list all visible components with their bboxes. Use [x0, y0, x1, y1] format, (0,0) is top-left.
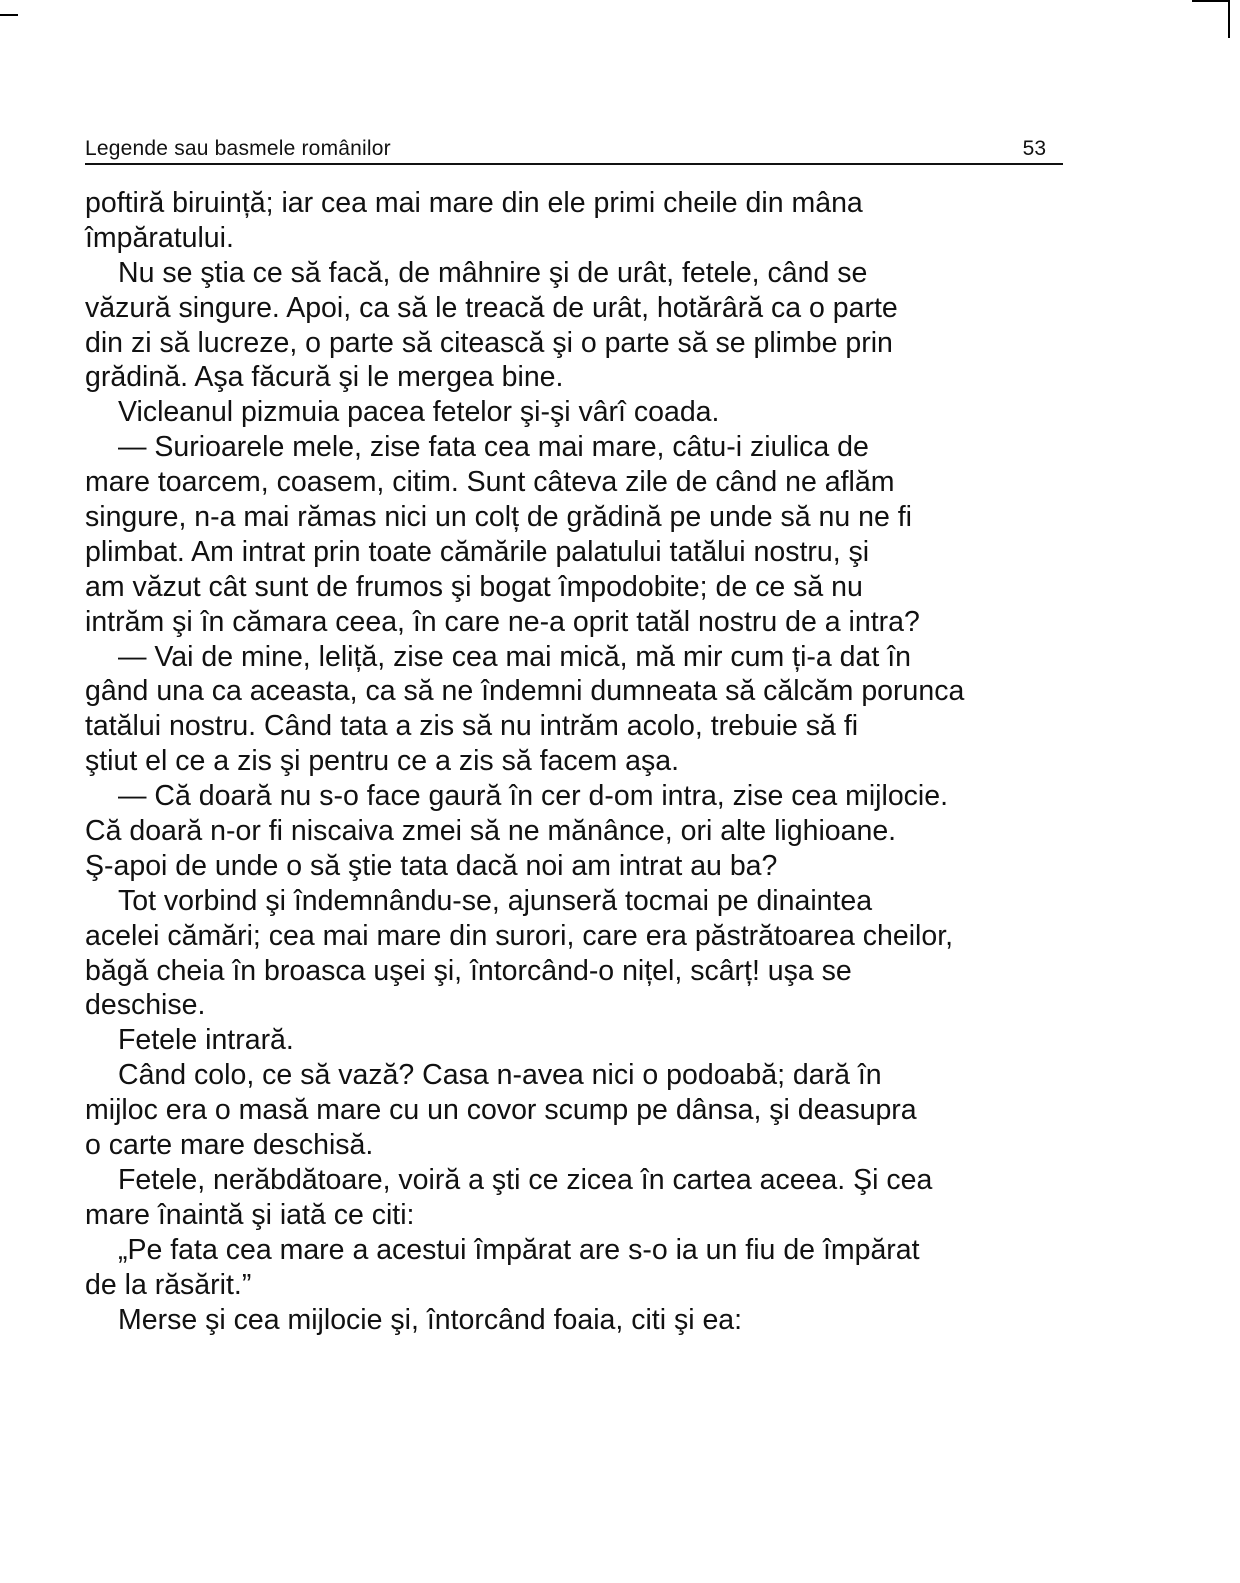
- text-line: poftiră biruință; iar cea mai mare din ele primi cheile din mâna: [85, 187, 863, 219]
- crop-mark-top-left: [0, 14, 18, 16]
- crop-mark-top-right-horizontal: [1192, 0, 1230, 2]
- page-number: 53: [1022, 137, 1046, 160]
- text-line: gând una ca aceasta, ca să ne îndemni dumneata să călcăm porunca: [85, 675, 965, 708]
- text-line: plimbat. Am intrat prin toate cămările palatului tatălui nostru, şi: [85, 535, 870, 568]
- running-header: [85, 136, 1063, 165]
- text-line: — Că doară nu s-o face gaură în cer d-om intra, zise cea mijlocie.: [118, 780, 949, 813]
- crop-mark-top-right-vertical: [1228, 0, 1230, 38]
- text-line: Nu se ştia ce să facă, de mâhnire şi de urât, fetele, când se: [118, 256, 868, 289]
- text-line: de la răsărit.”: [85, 1268, 252, 1301]
- text-line: singure, n-a mai rămas nici un colț de grădină pe unde să nu ne fi: [85, 501, 912, 534]
- text-line: ştiut el ce a zis şi pentru ce a zis să facem aşa.: [85, 745, 680, 778]
- book-title: Legende sau basmele românilor: [85, 137, 391, 160]
- text-line: Fetele intrară.: [118, 1024, 294, 1057]
- text-line: mijloc era o masă mare cu un covor scump pe dânsa, şi deasupra: [85, 1094, 917, 1127]
- text-line: „Pe fata cea mare a acestui împărat are s-o ia un fiu de împărat: [118, 1233, 920, 1266]
- text-line: am văzut cât sunt de frumos şi bogat împodobite; de ce să nu: [85, 570, 863, 603]
- text-line: mare înaintă şi iată ce citi:: [85, 1198, 415, 1231]
- text-line: o carte mare deschisă.: [85, 1129, 374, 1162]
- text-line: băgă cheia în broasca uşei şi, întorcând-o nițel, scârț! uşa se: [85, 954, 852, 987]
- text-line: Tot vorbind şi îndemnându-se, ajunseră tocmai pe dinaintea: [118, 884, 873, 917]
- text-line: Fetele, nerăbdătoare, voiră a şti ce zicea în cartea aceea. Şi cea: [118, 1163, 933, 1196]
- text-line: Merse şi cea mijlocie şi, întorcând foaia, citi şi ea:: [118, 1303, 743, 1336]
- text-line: văzură singure. Apoi, ca să le treacă de urât, hotărâră ca o parte: [85, 291, 898, 324]
- text-line: — Surioarele mele, zise fata cea mai mare, câtu-i ziulica de: [118, 431, 869, 464]
- text-line: Ş-apoi de unde o să ştie tata dacă noi am intrat au ba?: [85, 849, 778, 882]
- text-line: Că doară n-or fi niscaiva zmei să ne mănânce, ori alte lighioane.: [85, 815, 897, 848]
- text-line: din zi să lucreze, o parte să citească şi o parte să se plimbe prin: [85, 326, 893, 359]
- text-line: Când colo, ce să vază? Casa n-avea nici o podoabă; dară în: [118, 1059, 882, 1092]
- text-line: grădină. Aşa făcură şi le mergea bine.: [85, 361, 564, 394]
- text-line: intrăm şi în cămara ceea, în care ne-a oprit tatăl nostru de a intra?: [85, 605, 920, 638]
- text-line: tatălui nostru. Când tata a zis să nu intrăm acolo, trebuie să fi: [85, 710, 859, 743]
- text-line: acelei cămări; cea mai mare din surori, care era păstrătoarea cheilor,: [85, 919, 954, 952]
- text-line: Vicleanul pizmuia pacea fetelor şi-şi vârî coada.: [118, 396, 720, 429]
- text-line: împăratului.: [85, 221, 234, 254]
- text-line: mare toarcem, coasem, citim. Sunt câteva zile de când ne aflăm: [85, 466, 895, 499]
- body-text: [85, 186, 1125, 1337]
- text-line: — Vai de mine, leliță, zise cea mai mică, mă mir cum ți-a dat în: [118, 640, 911, 673]
- text-line: deschise.: [85, 989, 206, 1022]
